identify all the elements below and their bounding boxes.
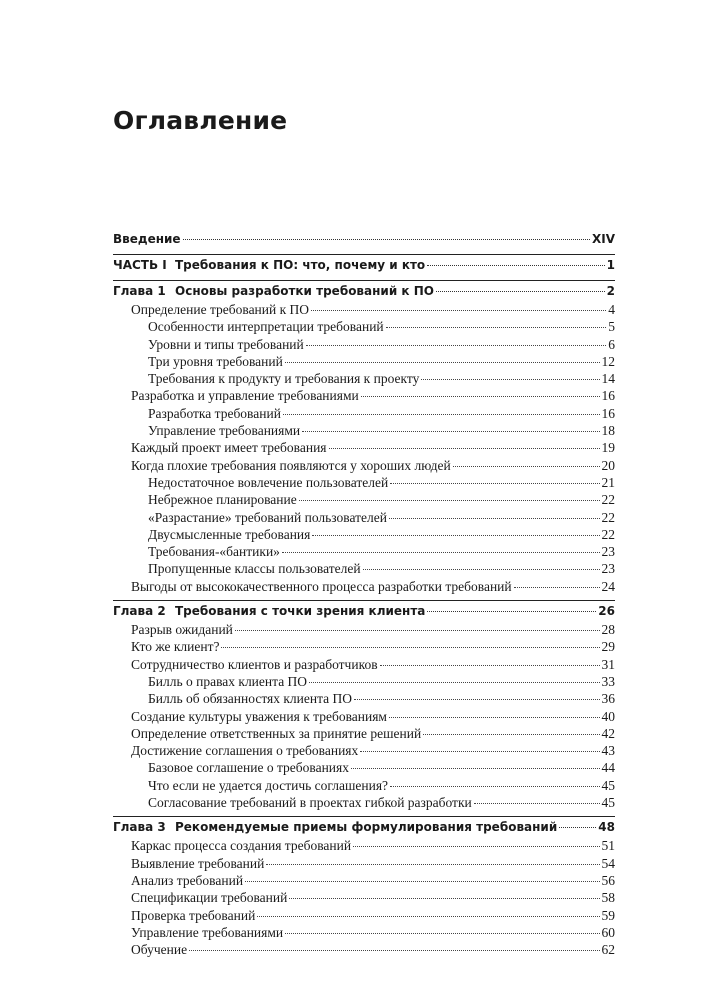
toc-page-number: 23: [601, 544, 615, 560]
toc-section: [113, 709, 615, 726]
toc-chapter: [113, 600, 615, 622]
toc-page-number: 22: [601, 492, 615, 508]
toc-entry-title: [131, 709, 387, 725]
toc-entry-label: Три уровня требований: [148, 353, 283, 369]
toc-entry-title: [131, 622, 233, 638]
toc-page-number: 23: [601, 561, 615, 577]
toc-section: [113, 942, 615, 959]
toc-entry-label: Базовое соглашение о требованиях: [148, 760, 349, 776]
toc-leader-dots: [283, 414, 600, 415]
toc-leader-dots: [351, 768, 600, 769]
toc-entry-label: Требования к продукту и требования к проекту: [148, 371, 420, 387]
toc-page-number: 60: [601, 924, 615, 940]
toc-leader-dots: [266, 864, 599, 865]
toc-leader-dots: [390, 786, 599, 787]
toc-entry-title: [131, 890, 287, 906]
toc-entry-title: [131, 440, 327, 456]
page-title: Оглавление: [113, 106, 288, 135]
toc-entry-title: [148, 423, 300, 439]
toc-entry-label: Определение требований к ПО: [131, 302, 310, 317]
toc-page-number: 31: [601, 656, 615, 672]
toc-page-number: 59: [601, 907, 615, 923]
toc-subsection: [113, 795, 615, 812]
toc-intro: [113, 232, 615, 250]
toc-entry-title: [148, 510, 387, 526]
toc-page-number: 2: [606, 284, 615, 298]
toc-page-number: 21: [601, 474, 615, 490]
toc-section: [113, 622, 615, 639]
toc-entry-number: Глава 2: [113, 604, 166, 619]
toc-entry-label: Проверка требований: [131, 907, 256, 923]
toc-leader-dots: [353, 846, 599, 847]
toc-entry-label: Выгоды от высококачественного процесса разработки требований: [131, 578, 512, 594]
toc-page-number: 16: [601, 405, 615, 421]
toc-entry-title: [148, 544, 280, 560]
toc-entry-title: [131, 856, 264, 872]
toc-page-number: 43: [601, 743, 615, 759]
toc-entry-label: Разработка и управление требованиями: [131, 388, 359, 404]
toc-entry-title: [148, 319, 384, 335]
toc-entry-title: [148, 527, 310, 543]
toc-page-number: 58: [601, 890, 615, 906]
toc-entry-title: [148, 354, 283, 370]
toc-leader-dots: [257, 916, 599, 917]
toc-leader-dots: [309, 682, 599, 683]
toc-leader-dots: [389, 518, 600, 519]
toc-entry-title: [148, 691, 352, 707]
toc-entry-label: Каркас процесса создания требований: [131, 838, 352, 854]
toc-entry-label: Недостаточное вовлечение пользователей: [148, 474, 389, 490]
toc-entry-label: Основы разработки требований к ПО: [175, 284, 434, 298]
toc-subsection: [113, 371, 615, 388]
toc-chapter: [113, 280, 615, 302]
toc-leader-dots: [245, 881, 599, 882]
toc-entry-label: Введение: [113, 232, 181, 246]
toc-section: [113, 726, 615, 743]
toc-page-number: 45: [601, 795, 615, 811]
toc-leader-dots: [329, 448, 600, 449]
toc-entry-label: Требования к ПО: что, почему и кто: [175, 258, 426, 272]
toc-page-number: XIV: [591, 232, 615, 246]
toc-entry-title: [131, 873, 243, 889]
toc-leader-dots: [427, 265, 604, 266]
toc-entry-label: «Разрастание» требований пользователей: [148, 509, 387, 525]
toc-leader-dots: [386, 327, 607, 328]
toc-page-number: 12: [601, 353, 615, 369]
toc-entry-label: Создание культуры уважения к требованиям: [131, 708, 387, 724]
toc-entry-title: [131, 639, 219, 655]
toc-entry-title: [131, 458, 451, 474]
toc-subsection: [113, 674, 615, 691]
toc-page-number: 22: [601, 526, 615, 542]
toc-page-number: 22: [601, 509, 615, 525]
toc-entry-label: Согласование требований в проектах гибкой разработки: [148, 795, 472, 811]
toc-subsection: [113, 544, 615, 561]
toc-entry-label: Управление требованиями: [131, 924, 284, 940]
toc-leader-dots: [299, 500, 600, 501]
toc-page-number: 5: [608, 319, 615, 335]
toc-entry-label: Каждый проект имеет требования: [131, 440, 327, 456]
toc-entry-label: Что если не удается достичь соглашения?: [148, 777, 389, 793]
toc-leader-dots: [361, 396, 600, 397]
toc-subsection: [113, 492, 615, 509]
toc-entry-label: Разрыв ожиданий: [131, 622, 233, 638]
toc-subsection: [113, 406, 615, 423]
toc-entry-title: [131, 925, 283, 941]
toc-entry-title: [148, 406, 281, 422]
toc-page-number: 56: [601, 872, 615, 888]
toc-leader-dots: [282, 552, 600, 553]
toc-entry-label: Пропущенные классы пользователей: [148, 561, 361, 577]
toc-leader-dots: [423, 734, 599, 735]
toc-subsection: [113, 510, 615, 527]
toc-entry-label: Достижение соглашения о требованиях: [131, 743, 359, 759]
toc-entry-label: Рекомендуемые приемы формулирования требований: [175, 820, 558, 835]
toc-page-number: 42: [601, 725, 615, 741]
toc-page-number: 6: [608, 336, 615, 352]
toc-section: [113, 302, 615, 319]
toc-entry-label: Билль об обязанностях клиента ПО: [148, 691, 353, 707]
toc-page-number: 54: [601, 855, 615, 871]
toc-page-number: 33: [601, 673, 615, 689]
toc-section: [113, 856, 615, 873]
toc-entry-title: [131, 388, 359, 404]
toc-leader-dots: [306, 345, 606, 346]
toc-entry-label: Требования-«бантики»: [148, 544, 280, 560]
toc-entry-label: Требования с точки зрения клиента: [175, 604, 426, 619]
toc-page-number: 40: [601, 708, 615, 724]
toc-section: [113, 908, 615, 925]
toc-entry-title: [148, 337, 304, 353]
toc-page-number: 29: [601, 639, 615, 655]
toc-page-number: 62: [601, 942, 615, 958]
toc-page-number: 51: [601, 838, 615, 854]
toc-leader-dots: [289, 898, 599, 899]
toc-section: [113, 440, 615, 457]
toc-leader-dots: [514, 587, 600, 588]
toc-leader-dots: [474, 803, 600, 804]
toc-leader-dots: [189, 950, 599, 951]
toc-entry-label: Кто же клиент?: [131, 639, 220, 655]
toc-section: [113, 579, 615, 596]
toc-subsection: [113, 691, 615, 708]
toc-entry-number: Глава 1: [113, 284, 166, 298]
toc-section: [113, 925, 615, 942]
toc-entry-title: [131, 726, 421, 742]
toc-entry-title: [131, 942, 187, 958]
toc-chapter: [113, 816, 615, 838]
toc-subsection: [113, 354, 615, 371]
toc-section: [113, 639, 615, 656]
toc-leader-dots: [380, 665, 600, 666]
toc-subsection: [113, 527, 615, 544]
toc-entry-label: Уровни и типы требований: [148, 336, 304, 352]
toc-entry-label: Определение ответственных за принятие решений: [131, 725, 422, 741]
toc-leader-dots: [389, 717, 600, 718]
toc-leader-dots: [354, 699, 599, 700]
toc-entry-title: [148, 795, 472, 811]
toc-leader-dots: [285, 362, 600, 363]
toc-entry-title: [148, 760, 349, 776]
toc-section: [113, 890, 615, 907]
toc-subsection: [113, 561, 615, 578]
toc-page-number: 19: [601, 440, 615, 456]
toc-entry-title: [148, 371, 419, 387]
toc-leader-dots: [285, 933, 599, 934]
toc-leader-dots: [312, 535, 599, 536]
toc-page-number: 1: [606, 258, 615, 272]
toc-entry-label: Когда плохие требования появляются у хороших людей: [131, 457, 451, 473]
toc-section: [113, 657, 615, 674]
toc-entry-title: [113, 284, 434, 298]
toc-subsection: [113, 337, 615, 354]
toc-entry-label: Анализ требований: [131, 872, 244, 888]
toc-section: [113, 873, 615, 890]
toc-entry-label: Обучение: [131, 942, 188, 958]
toc-entry-label: Спецификации требований: [131, 890, 288, 906]
toc-page-number: 16: [601, 388, 615, 404]
toc-entry-label: Небрежное планирование: [148, 492, 297, 508]
toc-leader-dots: [421, 379, 599, 380]
toc-section: [113, 838, 615, 855]
toc-section: [113, 743, 615, 760]
toc-entry-title: [131, 743, 358, 759]
toc-entry-number: ЧАСТЬ I: [113, 258, 167, 272]
toc-leader-dots: [363, 569, 600, 570]
toc-page-number: 28: [601, 622, 615, 638]
toc-leader-dots: [302, 431, 599, 432]
toc-entry-title: [131, 908, 255, 924]
toc-page-number: 14: [601, 371, 615, 387]
table-of-contents: [113, 232, 615, 959]
toc-entry-label: Выявление требований: [131, 855, 265, 871]
toc-entry-label: Сотрудничество клиентов и разработчиков: [131, 656, 378, 672]
toc-leader-dots: [221, 647, 599, 648]
toc-page-number: 20: [601, 457, 615, 473]
toc-entry-label: Управление требованиями: [148, 423, 301, 439]
toc-entry-label: Особенности интерпретации требований: [148, 319, 384, 335]
toc-page-number: 24: [601, 578, 615, 594]
toc-page-number: 45: [601, 777, 615, 793]
toc-entry-title: [148, 778, 388, 794]
toc-section: [113, 458, 615, 475]
toc-entry-title: [131, 579, 512, 595]
toc-leader-dots: [559, 827, 596, 828]
toc-entry-title: [131, 657, 378, 673]
toc-subsection: [113, 423, 615, 440]
toc-entry-label: Билль о правах клиента ПО: [148, 673, 308, 689]
toc-entry-title: [113, 232, 181, 246]
toc-leader-dots: [183, 239, 590, 240]
toc-subsection: [113, 319, 615, 336]
toc-entry-label: Разработка требований: [148, 405, 281, 421]
toc-entry-title: [131, 302, 309, 318]
toc-page-number: 36: [601, 691, 615, 707]
toc-leader-dots: [360, 751, 599, 752]
toc-page-number: 48: [598, 820, 615, 835]
toc-leader-dots: [453, 466, 600, 467]
toc-section: [113, 388, 615, 405]
toc-entry-title: [113, 258, 425, 272]
toc-subsection: [113, 760, 615, 777]
toc-leader-dots: [311, 310, 606, 311]
toc-page-number: 26: [598, 604, 615, 619]
toc-entry-title: [148, 674, 307, 690]
toc-entry-title: [148, 475, 388, 491]
toc-subsection: [113, 778, 615, 795]
toc-leader-dots: [235, 630, 600, 631]
toc-entry-title: [148, 492, 297, 508]
toc-leader-dots: [390, 483, 599, 484]
toc-page-number: 44: [601, 760, 615, 776]
toc-subsection: [113, 475, 615, 492]
toc-entry-number: Глава 3: [113, 820, 166, 835]
toc-entry-label: Двусмысленные требования: [148, 526, 311, 542]
toc-entry-title: [113, 820, 557, 834]
toc-leader-dots: [436, 291, 605, 292]
toc-entry-title: [148, 561, 361, 577]
toc-page-number: 18: [601, 423, 615, 439]
toc-part: [113, 254, 615, 276]
toc-entry-title: [131, 838, 351, 854]
toc-leader-dots: [427, 611, 596, 612]
toc-entry-title: [113, 604, 425, 618]
toc-page-number: 4: [608, 302, 615, 317]
